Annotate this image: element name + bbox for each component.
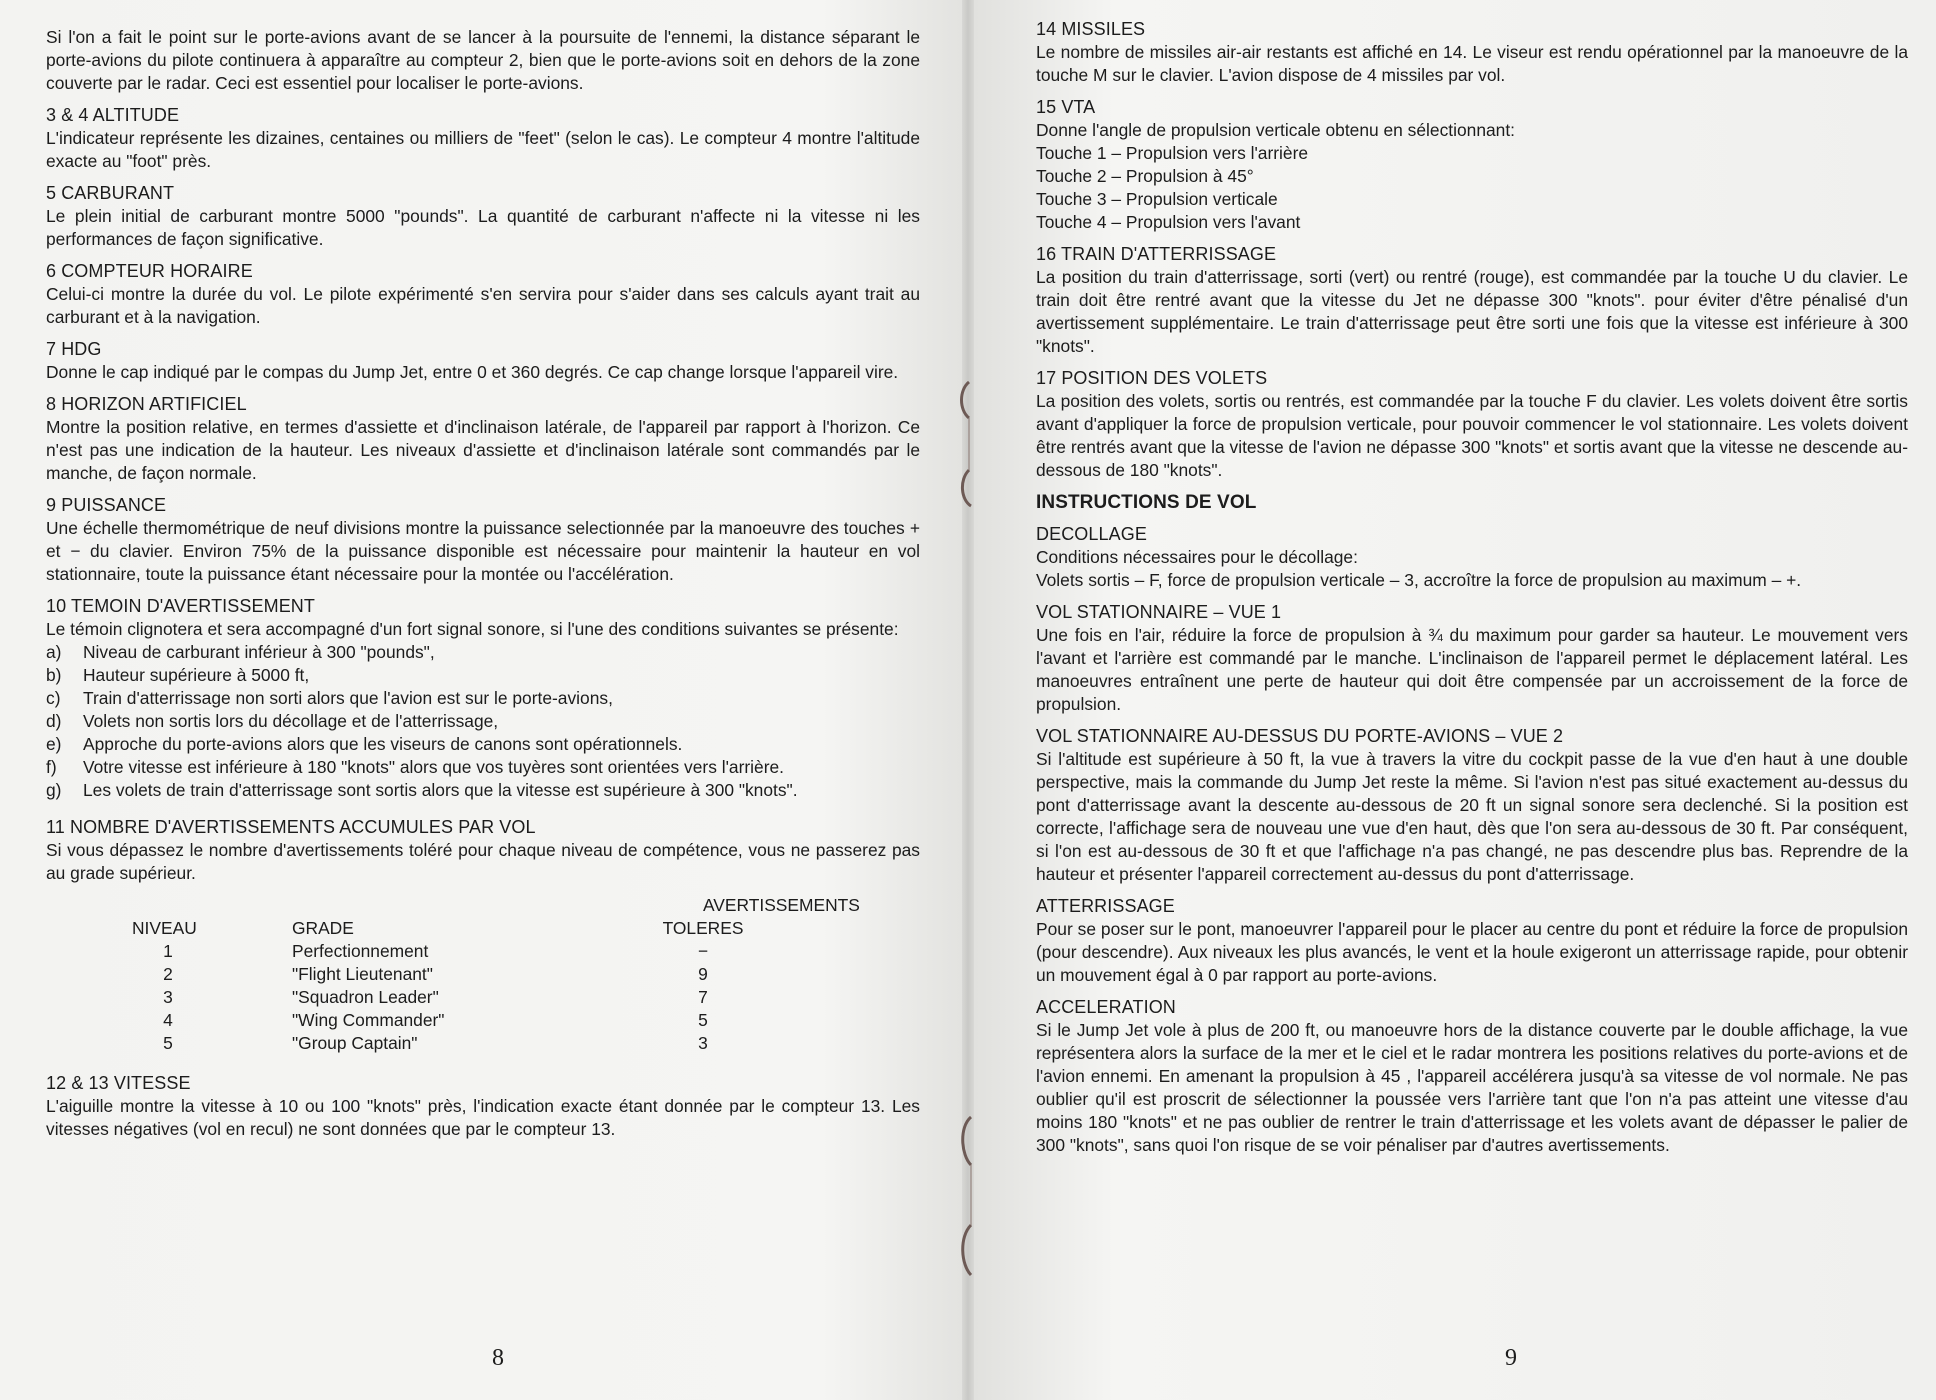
list-text: Votre vitesse est inférieure à 180 "knots" alors que vos tuyères sont orientées vers l'arrière. [83, 757, 785, 777]
section-intro [46, 26, 920, 95]
temoin-title: 10 TEMOIN D'AVERTISSEMENT [46, 596, 315, 616]
cell-niveau: 2 [163, 964, 173, 984]
header-toleres: TOLERES [662, 918, 744, 938]
altitude-title: 3 & 4 ALTITUDE [46, 105, 180, 125]
vta-keys [1036, 142, 1908, 234]
hdg-text: Donne le cap indiqué par le compas du Jump Jet, entre 0 et 360 degrés. Ce cap change lorsque l'appareil vire. [46, 362, 899, 382]
list-letter: f) [46, 757, 57, 777]
section-acceleration [1036, 996, 1908, 1157]
section-horizon [46, 393, 920, 485]
section-instructions [1036, 491, 1908, 514]
table-row [46, 1032, 920, 1055]
section-carburant [46, 182, 920, 251]
list-text: Train d'atterrissage non sorti alors que l'avion est sur le porte-avions, [83, 688, 613, 708]
header-grade: GRADE [292, 918, 354, 938]
staple-icon [955, 1115, 981, 1280]
section-vitesse [46, 1072, 920, 1141]
section-vta [1036, 96, 1908, 234]
temoin-text: Le témoin clignotera et sera accompagné d'un fort signal sonore, si l'une des conditions suivantes se présente: [46, 619, 899, 639]
section-hdg [46, 338, 920, 384]
volets-text: La position des volets, sortis ou rentrés, est commandée par la touche F du clavier. Les volets doivent être sortis avant d'appliquer la force de propulsion verticale, pour pouvoir commencer le vol stationnaire. Les volets doivent être rentrés avant que la vitesse de l'avion ne dépasse 300 "knots" et sortis avant que la vitesse ne descende au-dessous de 180 "knots". [1036, 391, 1908, 480]
acceleration-text: Si le Jump Jet vole à plus de 200 ft, ou manoeuvre hors de la distance couverte par le double affichage, la vue représentera alors la surface de la mer et le ciel et le radar montrera les positions relatives du porte-avions et de l'avion ennemi. En amenant la propulsion à 45 , l'appareil accélérera jusqu'à sa vitesse de vol normale. Ne pas oublier qu'il est proscrit de sélectionner la poussée vers l'arrière tant que l'on n'a pas atteint une vitesse d'au moins 180 "knots" et ne pas oublier de rentrer le train d'atterrissage et les volets avant de dépasser le palier de 300 "knots", sans quoi l'on risque de se voir pénaliser par d'autres avertissements. [1036, 1020, 1908, 1155]
cell-grade: "Squadron Leader" [292, 987, 439, 1007]
decollage-title: DECOLLAGE [1036, 524, 1147, 544]
atterrissage-text: Pour se poser sur le pont, manoeuvrer l'appareil pour le placer au centre du pont et réduire la force de propulsion (pour descendre). Aux niveaux les plus avancés, le vent et la houle exigeront un atterrissage rapide, pour obtenir un mouvement égal à 0 par rapport au porte-avions. [1036, 919, 1908, 985]
nombre-title: 11 NOMBRE D'AVERTISSEMENTS ACCUMULES PAR VOL [46, 817, 536, 837]
puissance-title: 9 PUISSANCE [46, 495, 167, 515]
grades-table: AVERTISSEMENTS NIVEAU GRADE TOLERES 1 Perfectionnement − 2 "Flight Lieutenant" 9 3 "Squadron Leader" 7 4 "Wing Commander" 5 5 "Group Captain" 3 [46, 894, 920, 1066]
page-number-right: 9 [1505, 1345, 1517, 1371]
table-row [46, 986, 920, 1009]
list-letter: a) [46, 642, 62, 662]
cell-grade: "Flight Lieutenant" [292, 964, 433, 984]
horizon-text: Montre la position relative, en termes d'assiette et d'inclinaison latérale, de l'appareil par rapport à l'horizon. Ce n'est pas une indication de la hauteur. Les niveaux d'assiette et d'inclinaison latérale sont commandés par le manche, de façon normale. [46, 417, 920, 483]
cell-niveau: 5 [163, 1033, 173, 1053]
list-letter: d) [46, 711, 62, 731]
list-text: Niveau de carburant inférieur à 300 "pounds", [83, 642, 435, 662]
vol2-title: VOL STATIONNAIRE AU-DESSUS DU PORTE-AVIONS – VUE 2 [1036, 726, 1564, 746]
compteur-text: Celui-ci montre la durée du vol. Le pilote expérimenté s'en servira pour s'aider dans ses calculs ayant trait au carburant et à la navigation. [46, 284, 920, 327]
section-nombre-avertissements [46, 816, 920, 885]
section-compteur-horaire [46, 260, 920, 329]
table-header-row [46, 917, 920, 940]
cell-toleres: 9 [698, 964, 708, 984]
section-train [1036, 243, 1908, 358]
list-item [46, 664, 920, 687]
cell-grade: "Wing Commander" [292, 1010, 445, 1030]
section-decollage [1036, 523, 1908, 592]
list-letter: c) [46, 688, 61, 708]
table-row [46, 1009, 920, 1032]
key-line: Touche 1 – Propulsion vers l'arrière [1036, 143, 1309, 163]
train-title: 16 TRAIN D'ATTERRISSAGE [1036, 244, 1277, 264]
cell-grade: "Group Captain" [292, 1033, 418, 1053]
decollage-text1: Conditions nécessaires pour le décollage: [1036, 547, 1358, 567]
page-right [968, 0, 1936, 1400]
key-line: Touche 3 – Propulsion verticale [1036, 189, 1278, 209]
header-niveau: NIVEAU [132, 918, 197, 938]
list-letter: b) [46, 665, 62, 685]
table-row [46, 940, 920, 963]
horizon-title: 8 HORIZON ARTIFICIEL [46, 394, 247, 414]
section-temoin [46, 595, 920, 802]
vitesse-text: L'aiguille montre la vitesse à 10 ou 100 "knots" près, l'indication exacte étant donnée par le compteur 13. Les vitesses négatives (vol en recul) ne sont données que par le compteur 13. [46, 1096, 920, 1139]
cell-toleres: 5 [698, 1010, 708, 1030]
cell-toleres: 7 [698, 987, 708, 1007]
missiles-title: 14 MISSILES [1036, 19, 1146, 39]
decollage-text2: Volets sortis – F, force de propulsion verticale – 3, accroître la force de propulsion au maximum – +. [1036, 570, 1802, 590]
list-letter: e) [46, 734, 62, 754]
table-body [46, 940, 920, 1055]
carburant-text: Le plein initial de carburant montre 5000 "pounds". La quantité de carburant n'affecte ni la vitesse ni les performances de façon significative. [46, 206, 920, 249]
vta-title: 15 VTA [1036, 97, 1096, 117]
missiles-text: Le nombre de missiles air-air restants est affiché en 14. Le viseur est rendu opérationnel par la manoeuvre de la touche M sur le clavier. L'avion dispose de 4 missiles par vol. [1036, 42, 1908, 85]
section-missiles [1036, 18, 1908, 87]
vol1-text: Une fois en l'air, réduire la force de propulsion à ¾ du maximum pour garder sa hauteur. Le mouvement vers l'avant et l'arrière est commandé par le manche. L'inclinaison de l'appareil permet le déplacement latéral. Les manoeuvres entraînent une perte de hauteur qui doit être compensée par un accroissement de la force de propulsion. [1036, 625, 1908, 714]
list-item [46, 710, 920, 733]
key-line: Touche 2 – Propulsion à 45° [1036, 166, 1254, 186]
section-vol-stationnaire-2 [1036, 725, 1908, 886]
carburant-title: 5 CARBURANT [46, 183, 175, 203]
puissance-text: Une échelle thermométrique de neuf divisions montre la puissance selectionnée par la manoeuvre des touches + et − du clavier. Environ 75% de la puissance disponible est nécessaire pour maintenir la hauteur en vol stationnaire, toute la puissance étant nécessaire pour la montée ou l'accélération. [46, 518, 920, 584]
hdg-title: 7 HDG [46, 339, 102, 359]
acceleration-title: ACCELERATION [1036, 997, 1176, 1017]
list-item [46, 733, 920, 756]
section-altitude [46, 104, 920, 173]
list-item [46, 779, 920, 802]
vol2-text: Si l'altitude est supérieure à 50 ft, la vue à travers la vitre du cockpit passe de la vue d'en haut à une double perspective, mais la commande du Jump Jet reste la même. Si l'avion n'est pas situé exactement au-dessus du pont d'atterrissage avant la descente au-dessous de 20 ft un signal sonore sera declenché. Si la position est correcte, l'affichage sera de nouveau une vue d'en haut, dès que l'on sera au-dessous de 30 ft. Par conséquent, si l'on est au-dessous de 30 ft et que l'affichage n'a pas changé, ne pas descendre plus bas. Reprendre de la hauteur et présenter l'appareil correctement au-dessus du pont d'atterrissage. [1036, 749, 1908, 884]
conditions-list [46, 641, 920, 802]
vitesse-title: 12 & 13 VITESSE [46, 1073, 191, 1093]
vta-text: Donne l'angle de propulsion verticale obtenu en sélectionnant: [1036, 120, 1515, 140]
instructions-title: INSTRUCTIONS DE VOL [1036, 492, 1257, 513]
volets-title: 17 POSITION DES VOLETS [1036, 368, 1268, 388]
atterrissage-title: ATTERRISSAGE [1036, 896, 1175, 916]
cell-niveau: 1 [163, 941, 173, 961]
table-row [46, 963, 920, 986]
list-letter: g) [46, 780, 62, 800]
intro-text: Si l'on a fait le point sur le porte-avions avant de se lancer à la poursuite de l'ennemi, la distance séparant le porte-avions du pilote continuera à apparaître au compteur 2, bien que le porte-avions soit en dehors de la zone couverte par le radar. Ceci est essentiel pour localiser le porte-avions. [46, 27, 920, 93]
cell-grade: Perfectionnement [292, 941, 429, 961]
vol1-title: VOL STATIONNAIRE – VUE 1 [1036, 602, 1282, 622]
section-puissance [46, 494, 920, 586]
list-text: Approche du porte-avions alors que les viseurs de canons sont opérationnels. [83, 734, 683, 754]
list-text: Hauteur supérieure à 5000 ft, [83, 665, 310, 685]
compteur-title: 6 COMPTEUR HORAIRE [46, 261, 253, 281]
altitude-text: L'indicateur représente les dizaines, centaines ou milliers de "feet" (selon le cas). Le compteur 4 montre l'altitude exacte au "foot" près. [46, 128, 920, 171]
key-line: Touche 4 – Propulsion vers l'avant [1036, 212, 1301, 232]
list-text: Les volets de train d'atterrissage sont sortis alors que la vitesse est supérieure à 300 "knots". [83, 780, 798, 800]
page-number-left: 8 [492, 1345, 504, 1371]
staple-icon [955, 380, 981, 510]
cell-niveau: 4 [163, 1010, 173, 1030]
nombre-text: Si vous dépassez le nombre d'avertissements toléré pour chaque niveau de compétence, vous ne passerez pas au grade supérieur. [46, 840, 920, 883]
cell-toleres: 3 [698, 1033, 708, 1053]
list-item [46, 641, 920, 664]
list-item [46, 687, 920, 710]
cell-niveau: 3 [163, 987, 173, 1007]
list-item [46, 756, 920, 779]
list-text: Volets non sortis lors du décollage et de l'atterrissage, [83, 711, 499, 731]
section-vol-stationnaire-1 [1036, 601, 1908, 716]
section-volets [1036, 367, 1908, 482]
section-atterrissage [1036, 895, 1908, 987]
train-text: La position du train d'atterrissage, sorti (vert) ou rentré (rouge), est commandée par la touche U du clavier. Le train doit être rentré avant que la vitesse du Jet ne dépasse 300 "knots". pour éviter d'être pénalisé d'un avertissement supplémentaire. Le train d'atterrissage peut être sorti une fois que la vitesse est inférieure à 300 "knots". [1036, 267, 1908, 356]
cell-toleres: − [697, 941, 709, 961]
